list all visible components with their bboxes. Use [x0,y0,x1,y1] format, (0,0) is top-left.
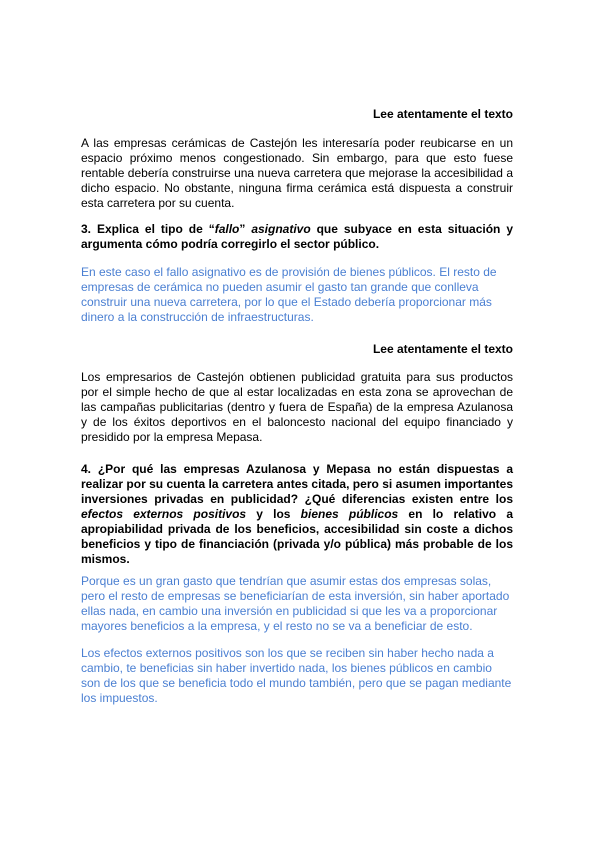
question-3 [81,222,513,252]
section-1-heading: Lee atentamente el texto [372,107,513,121]
question-4-part3: en lo relativo a apropiabilidad privada de los beneficios, accesibilidad sin coste a dichos beneficios y tipo de financiación (privada y/o pública) más probable de los mismos. [81,507,513,566]
section-1-text: A las empresas cerámicas de Castejón les interesaría poder reubicarse en un espacio próximo menos congestionado. Sin embargo, para que esto fuese rentable debería construirse una nueva carretera que mejorase la accesibilidad a dicho espacio. No obstante, ninguna firma cerámica está dispuesta a construir esta carretera por su cuenta. [81,136,513,210]
section-2-text: Los empresarios de Castejón obtienen publicidad gratuita para sus productos por el simple hecho de que al estar localizadas en esta zona se aprovechan de las campañas publicitarias (dentro y fuera de España) de la empresa Azulanosa y de los éxitos deportivos en el baloncesto nacional del equipo financiado y presidido por la empresa Mepasa. [81,370,513,444]
question-3-em2: asignativo [251,222,311,236]
question-3-part1: 3. Explica el tipo de “ [81,222,215,236]
answer-4a: Porque es un gran gasto que tendrían que asumir estas dos empresas solas, pero el resto de empresas se beneficiarían de esta inversión, sin haber aportado ellas nada, en cambio una inversión en publicidad si que les va a proporcionar mayores beneficios a la empresa, y el resto no se va a beneficiar de esto. [81,574,510,633]
answer-3: En este caso el fallo asignativo es de provisión de bienes públicos. El resto de empresas de cerámica no pueden asumir el gasto tan grande que conlleva construir una nueva carretera, por lo que el Estado debería proporcionar más dinero a la construcción de infraestructuras. [81,265,497,324]
question-4-em1: efectos externos positivos [81,507,247,521]
question-4-part1: 4. ¿Por qué las empresas Azulanosa y Mepasa no están dispuestas a realizar por su cuenta la carretera antes citada, pero si asumen importantes inversiones privadas en publicidad? ¿Qué diferencias existen entre los [81,462,513,506]
question-3-part2: ” [239,222,252,236]
question-4-part2: y los [246,507,301,521]
answer-4b: Los efectos externos positivos son los que se reciben sin haber hecho nada a cambio, te beneficias sin haber invertido nada, los bienes públicos en cambio son de los que se beneficia todo el mundo también, pero que se pagan mediante los impuestos. [81,646,512,705]
question-4-em2: bienes públicos [300,507,399,521]
question-4 [81,462,513,567]
section-2-heading: Lee atentamente el texto [372,342,513,356]
question-3-em1: fallo [214,222,240,236]
question-3-part3: que subyace en esta situación y argumenta cómo podría corregirlo el sector público. [81,222,513,251]
